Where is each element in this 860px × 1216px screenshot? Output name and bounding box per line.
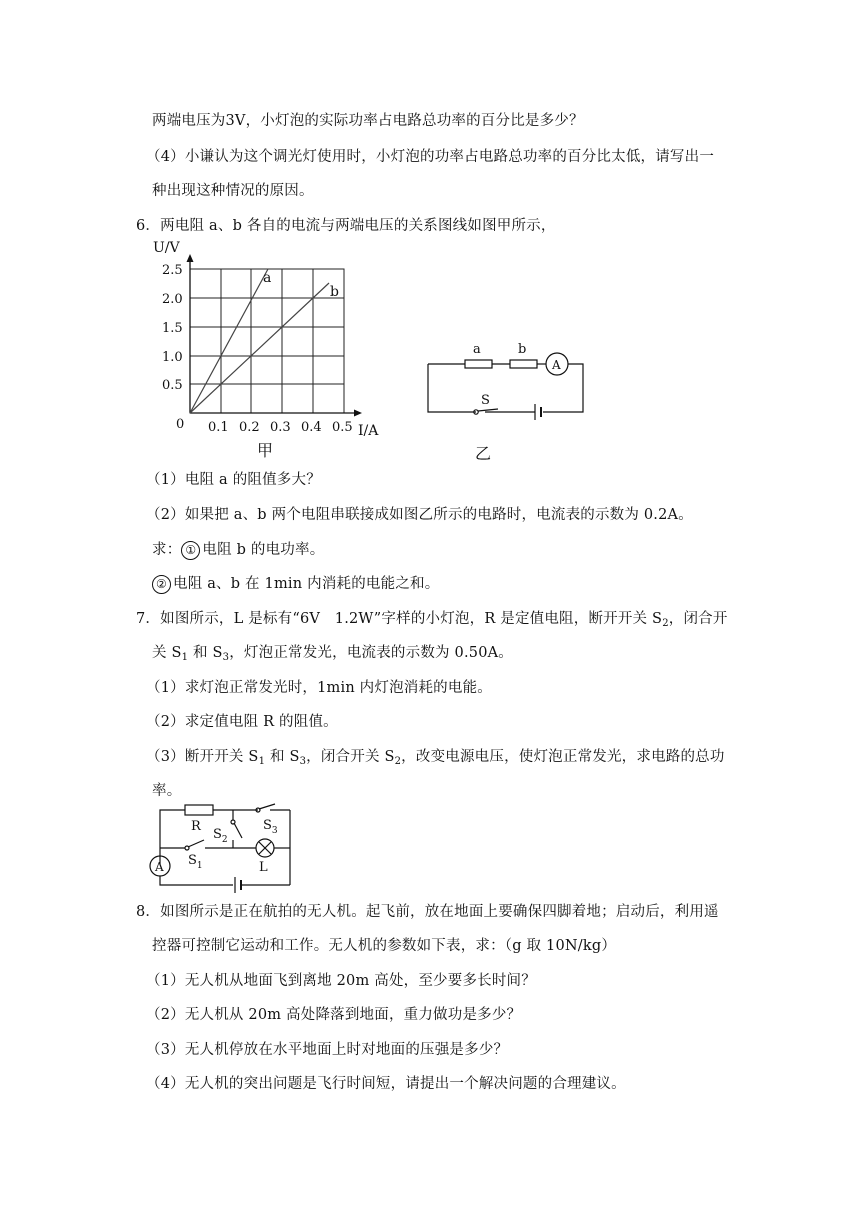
switch-s2-blade	[234, 823, 242, 838]
x-tick-label: 0.5	[332, 420, 353, 435]
switch-s2-label: $S_2$	[213, 827, 228, 845]
question-7-sub3-cont: 率。	[152, 783, 182, 799]
series-line-a	[190, 269, 268, 413]
resistor-a	[465, 360, 492, 368]
series-label-b: b	[330, 284, 339, 300]
y-tick-label: 1.5	[162, 321, 183, 336]
question-7-sub1: （1）求灯泡正常发光时，1min 内灯泡消耗的电能。	[146, 680, 492, 696]
question-7-stem-2: 关 $S_1$ 和 $S_3$，灯泡正常发光，电流表的示数为 0.50A。	[152, 645, 513, 663]
question-7-sub2: （2）求定值电阻 R 的阻值。	[146, 714, 338, 730]
y-tick-label: 2.0	[162, 292, 183, 307]
circuit-q7	[145, 800, 305, 895]
series-line-b	[190, 283, 329, 413]
text-line: 两端电压为3V，小灯泡的实际功率占电路总功率的百分比是多少？	[152, 113, 584, 129]
text-line: 种出现这种情况的原因。	[152, 183, 314, 199]
switch-blade	[478, 409, 498, 411]
question-6-stem: 6．两电阻 a、b 各自的电流与两端电压的关系图线如图甲所示，	[136, 218, 556, 234]
question-8-sub3: （3）无人机停放在水平地面上时对地面的压强是多少？	[146, 1042, 509, 1058]
circled-number-2: ②	[152, 575, 171, 594]
question-6-ask-2: ② 电阻 a、b 在 1min 内消耗的电能之和。	[152, 574, 439, 594]
resistor-b-label: b	[518, 342, 527, 357]
y-tick-label: 1.0	[162, 350, 183, 365]
y-tick-label: 0.5	[162, 378, 183, 393]
lamp-L-label: L	[259, 860, 268, 875]
x-tick-label: 0.3	[270, 420, 291, 435]
ammeter-label: A	[552, 358, 561, 372]
question-8-stem-2: 控器可控制它运动和工作。无人机的参数如下表，求：（g 取 10N/kg）	[152, 938, 617, 954]
question-7-stem: 7．如图所示，L 是标有“6V 1.2W”字样的小灯泡，R 是定值电阻，断开开关 $S_2$，闭合开	[136, 611, 728, 629]
switch-s3-label: $S_3$	[263, 818, 278, 836]
question-8-sub2: （2）无人机从 20m 高处降落到地面，重力做功是多少？	[146, 1007, 522, 1023]
x-tick-label: 0.2	[239, 420, 260, 435]
x-axis-label: I/A	[358, 423, 379, 439]
figure-caption-yi: 乙	[475, 444, 492, 463]
circuit-yi	[420, 335, 600, 470]
resistor-a-label: a	[473, 342, 481, 357]
question-6-ask: 求： ① 电阻 b 的电功率。	[152, 542, 325, 558]
switch-s1-blade	[188, 840, 204, 847]
question-8-stem: 8．如图所示是正在航拍的无人机。起飞前，放在地面上要确保四脚着地；启动后，利用遥	[136, 904, 719, 920]
question-8-sub4: （4）无人机的突出问题是飞行时间短，请提出一个解决问题的合理建议。	[146, 1076, 626, 1092]
figure-caption-jia: 甲	[257, 441, 274, 460]
question-7-sub3: （3）断开开关 $S_1$ 和 $S_3$，闭合开关 $S_2$，改变电源电压，使灯泡正常发光，求电路的总功	[146, 749, 725, 767]
resistor-R-label: R	[191, 819, 201, 834]
ammeter-label: A	[155, 860, 164, 874]
question-8-sub1: （1）无人机从地面飞到离地 20m 高处，至少要多长时间？	[146, 973, 536, 989]
graph-jia	[140, 238, 400, 468]
x-tick-label: 0.4	[301, 420, 322, 435]
switch-s1-label: $S_1$	[188, 853, 203, 871]
switch-s3-blade	[259, 804, 275, 809]
question-6-sub2: （2）如果把 a、b 两个电阻串联接成如图乙所示的电路时，电流表的示数为 0.2A。	[146, 507, 693, 523]
x-tick-label: 0.1	[208, 420, 229, 435]
text-line: （4）小谦认为这个调光灯使用时，小灯泡的功率占电路总功率的百分比太低，请写出一	[146, 149, 715, 165]
series-label-a: a	[263, 270, 272, 286]
resistor-R	[185, 805, 213, 815]
question-6-sub1: （1）电阻 a 的阻值多大？	[146, 472, 321, 488]
resistor-b	[510, 360, 537, 368]
switch-label: S	[481, 393, 490, 408]
y-tick-label: 2.5	[162, 263, 183, 278]
circled-number-1: ①	[181, 541, 200, 560]
origin-label: 0	[176, 417, 185, 432]
y-axis-label: U/V	[153, 240, 180, 256]
